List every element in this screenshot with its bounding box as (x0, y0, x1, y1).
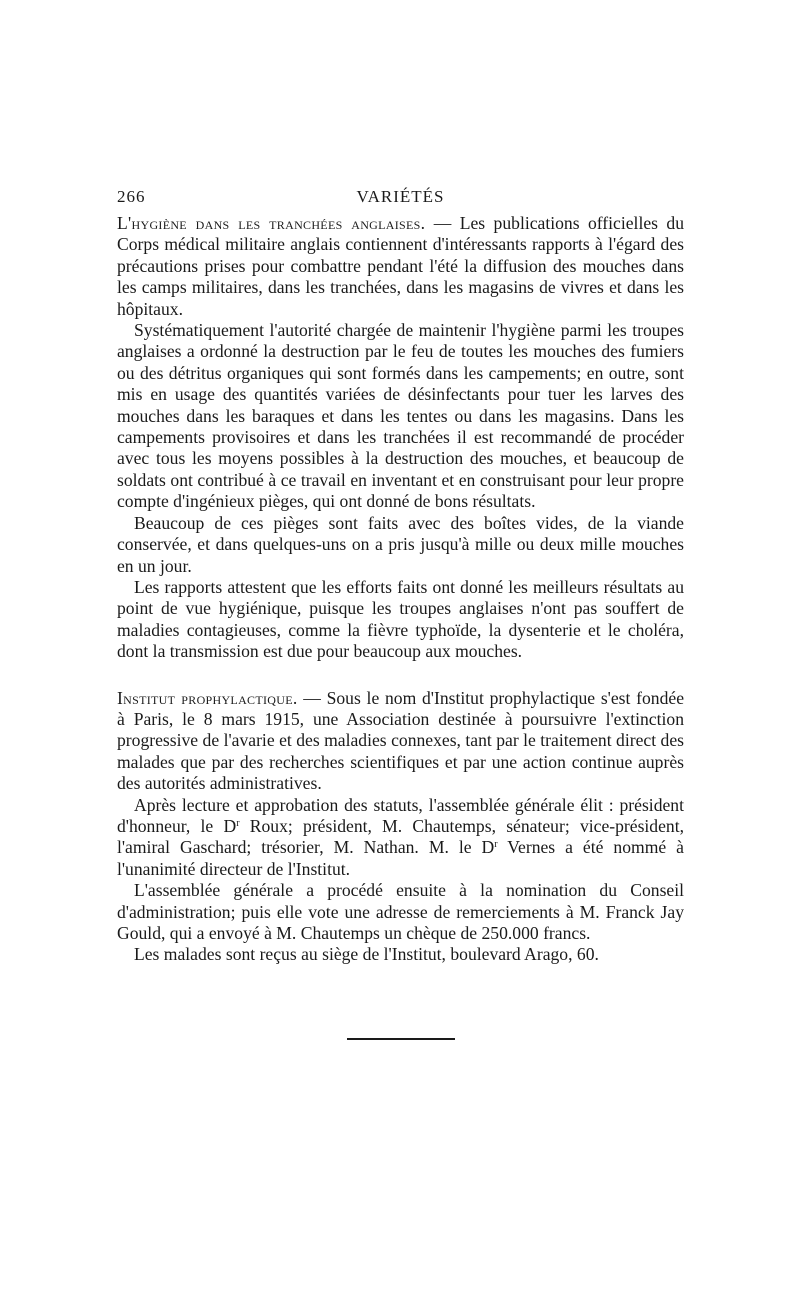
text-run: Vernes a été nommé à l'unanimité directeur de l'Institut. (117, 837, 684, 879)
page-number: 266 (117, 187, 146, 206)
running-title: VARIÉTÉS (356, 187, 445, 206)
running-header (117, 183, 684, 213)
article-paragraph: Les malades sont reçus au siège de l'Institut, boulevard Arago, 60. (134, 944, 599, 965)
article-paragraph: Systématiquement l'autorité chargée de maintenir l'hygiène parmi les troupes anglaises a ordonné la destruction par le feu de toutes les mouches des fumiers ou des détritus organiques qui sont formés dans les campements; en outre, sont mis en usage des quantités variées de désinfectants pour tuer les larves des mouches dans les baraques et dans les tentes ou dans les magasins. Dans les campements provisoires et dans les tranchées il est recommandé de procéder avec tous les moyens possibles à la destruction des mouches, et beaucoup de soldats ont contribué à ce travail en inventant et en construisant pour leur propre compte d'ingénieux pièges, qui ont donné de bons résultats. (117, 320, 684, 512)
article-lead-text: — Les publications officielles du Corps médical militaire anglais contiennent d'intéressants rapports à l'égard des précautions prises pour combattre pendant l'été la diffusion des mouches dans les camps militaires, dans les tranchées, dans les magasins de vivres et dans les hôpitaux. (117, 213, 684, 319)
article-paragraph (117, 688, 684, 795)
article-paragraph (117, 213, 684, 320)
superscript: r (494, 839, 498, 851)
article-title: L'hygiène dans les tranchées anglaises. (117, 213, 426, 233)
article-hygiene-tranchees (117, 213, 684, 663)
article-paragraph: L'assemblée générale a procédé ensuite à la nomination du Conseil d'administration; puis elle vote une adresse de remerciements à M. Franck Jay Gould, qui a envoyé à M. Chautemps un chèque de 250.000 francs. (117, 880, 684, 943)
article-institut-prophylactique (117, 688, 684, 966)
document-page (117, 183, 684, 1040)
text-run: Après lecture et approbation des statuts, l'assemblée générale élit : président d'honneur, le D (117, 794, 684, 836)
article-paragraph: Les rapports attestent que les efforts faits ont donné les meilleurs résultats au point de vue hygiénique, puisque les troupes anglaises n'ont pas souffert de maladies contagieuses, comme la fièvre typhoïde, la dysenterie et le choléra, dont la transmission est due pour beaucoup aux mouches. (117, 576, 684, 662)
text-run: Roux; président, M. Chautemps, sénateur; vice-président, l'amiral Gaschard; trésorier, M. Nathan. M. le D (117, 815, 684, 858)
superscript: r (236, 817, 240, 829)
article-paragraph: Beaucoup de ces pièges sont faits avec des boîtes vides, de la viande conservée, et dans quelques-uns on a pris jusqu'à mille ou deux mille mouches en un jour. (117, 512, 684, 576)
end-rule-divider (347, 1038, 455, 1040)
article-title: Institut prophylactique. (117, 687, 298, 708)
article-lead-text: — Sous le nom d'Institut prophylactique s'est fondée à Paris, le 8 mars 1915, une Association destinée à poursuivre l'extinction progressive de l'avarie et des maladies connexes, tant par le traitement direct des malades que par des recherches scientifiques et par une action continue auprès des autorités administratives. (117, 687, 684, 794)
article-paragraph (117, 795, 684, 881)
